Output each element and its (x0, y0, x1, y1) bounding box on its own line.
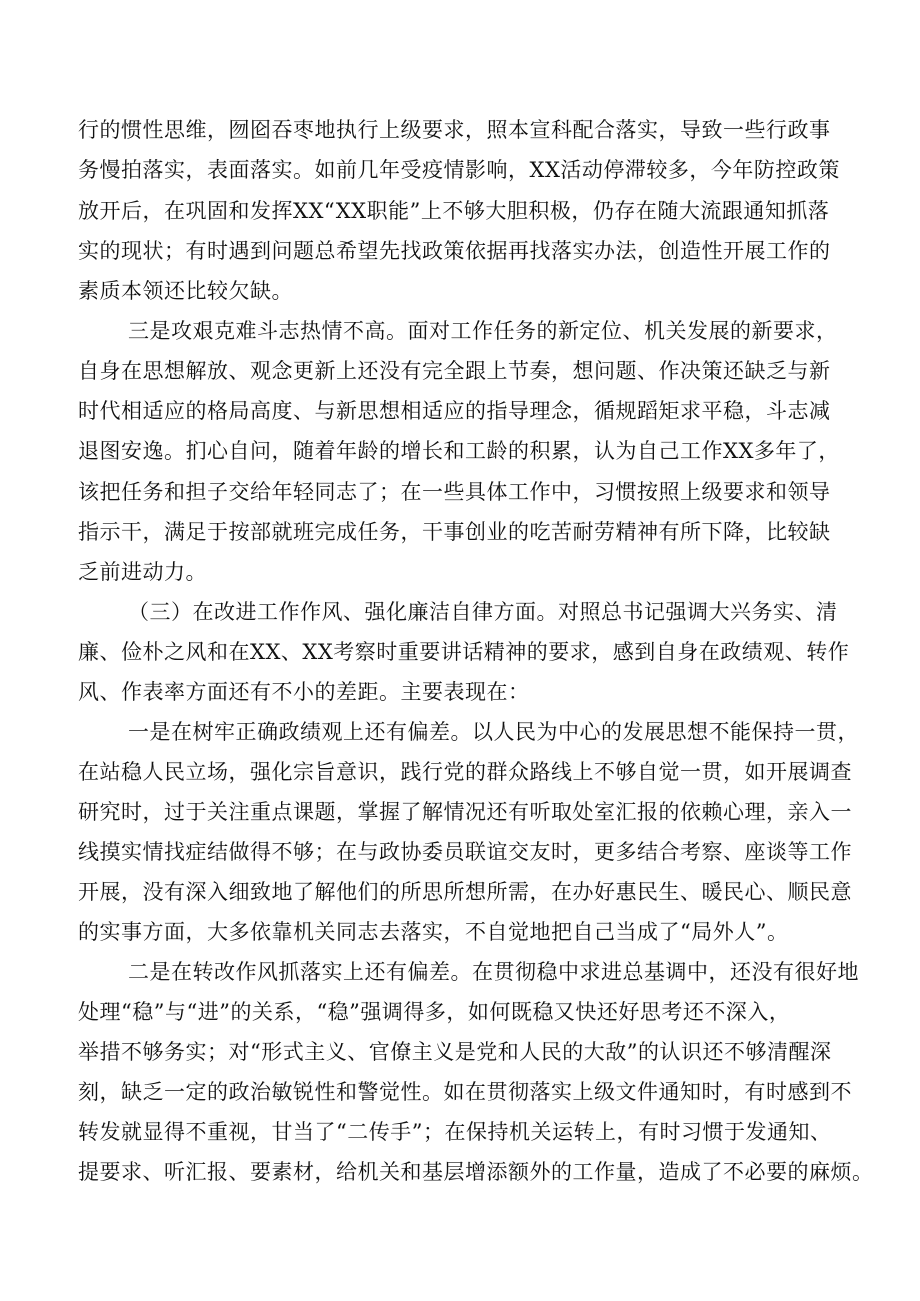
text-line: 该把任务和担子交给年轻同志了；在一些具体工作中，习惯按照上级要求和领导 (78, 480, 831, 504)
text-line: 放开后，在巩固和发挥XX“XX职能”上不够大胆积极，仍存在随大流跟通知抓落 (78, 199, 830, 223)
text-line: 的实事方面，大多依靠机关同志去落实，不自觉地把自己当成了“局外人”。 (78, 920, 789, 944)
text-line: 二是在转改作风抓落实上还有偏差。在贯彻稳中求进总基调中，还没有很好地 (128, 960, 859, 984)
text-line: 行的惯性思维，囫囵吞枣地执行上级要求，照本宣科配合落实，导致一些行政事 (78, 118, 831, 142)
text-line: 提要求、听汇报、要素材，给机关和基层增添额外的工作量，造成了不必要的麻烦。 (78, 1160, 874, 1184)
text-line: 务慢拍落实，表面落实。如前几年受疫情影响，XX活动停滞较多，今年防控政策 (78, 158, 840, 182)
text-line: 三是攻艰克难斗志热情不高。面对工作任务的新定位、机关发展的新要求， (128, 319, 838, 343)
text-line: 实的现状；有时遇到问题总希望先找政策依据再找落实办法，创造性开展工作的 (78, 239, 831, 263)
text-line: 时代相适应的格局高度、与新思想相适应的指导理念，循规蹈矩求平稳，斗志减 (78, 399, 831, 423)
text-line: 素质本领还比较欠缺。 (78, 279, 293, 303)
text-line: 刻，缺乏一定的政治敏锐性和警觉性。如在贯彻落实上级文件通知时，有时感到不 (78, 1080, 852, 1104)
text-line: 风、作表率方面还有不小的差距。主要表现在： (78, 680, 530, 704)
text-line: 退图安逸。扪心自问，随着年龄的增长和工龄的积累，认为自己工作XX多年了， (78, 439, 840, 463)
text-line: 乏前进动力。 (78, 560, 207, 584)
text-line: 研究时，过于关注重点课题，掌握了解情况还有听取处室汇报的依赖心理，亲入一 (78, 800, 852, 824)
text-line: 转发就显得不重视，甘当了“二传手”；在保持机关运转上，有时习惯于发通知、 (78, 1120, 832, 1144)
section-heading-line: （三）在改进工作作风、强化廉洁自律方面。对照总书记强调大兴务实、清 (128, 600, 838, 624)
text-line: 廉、俭朴之风和在XX、XX考察时重要讲话精神的要求，感到自身在政绩观、转作 (78, 640, 850, 664)
text-line: 处理“稳”与“进”的关系，“稳”强调得多，如何既稳又快还好思考还不深入， (78, 1000, 791, 1024)
text-line: 在站稳人民立场，强化宗旨意识，践行党的群众路线上不够自觉一贯，如开展调查 (78, 760, 852, 784)
text-line: 一是在树牢正确政绩观上还有偏差。以人民为中心的发展思想不能保持一贯， (128, 720, 859, 744)
text-line: 自身在思想解放、观念更新上还没有完全跟上节奏，想问题、作决策还缺乏与新 (78, 359, 831, 383)
text-line: 举措不够务实；对“形式主义、官僚主义是党和人民的大敌”的认识还不够清醒深 (78, 1040, 832, 1064)
text-line: 开展，没有深入细致地了解他们的所思所想所需，在办好惠民生、暖民心、顺民意 (78, 880, 852, 904)
text-line: 指示干，满足于按部就班完成任务，干事创业的吃苦耐劳精神有所下降，比较缺 (78, 520, 831, 544)
text-line: 线摸实情找症结做得不够；在与政协委员联谊交友时，更多结合考察、座谈等工作 (78, 840, 852, 864)
